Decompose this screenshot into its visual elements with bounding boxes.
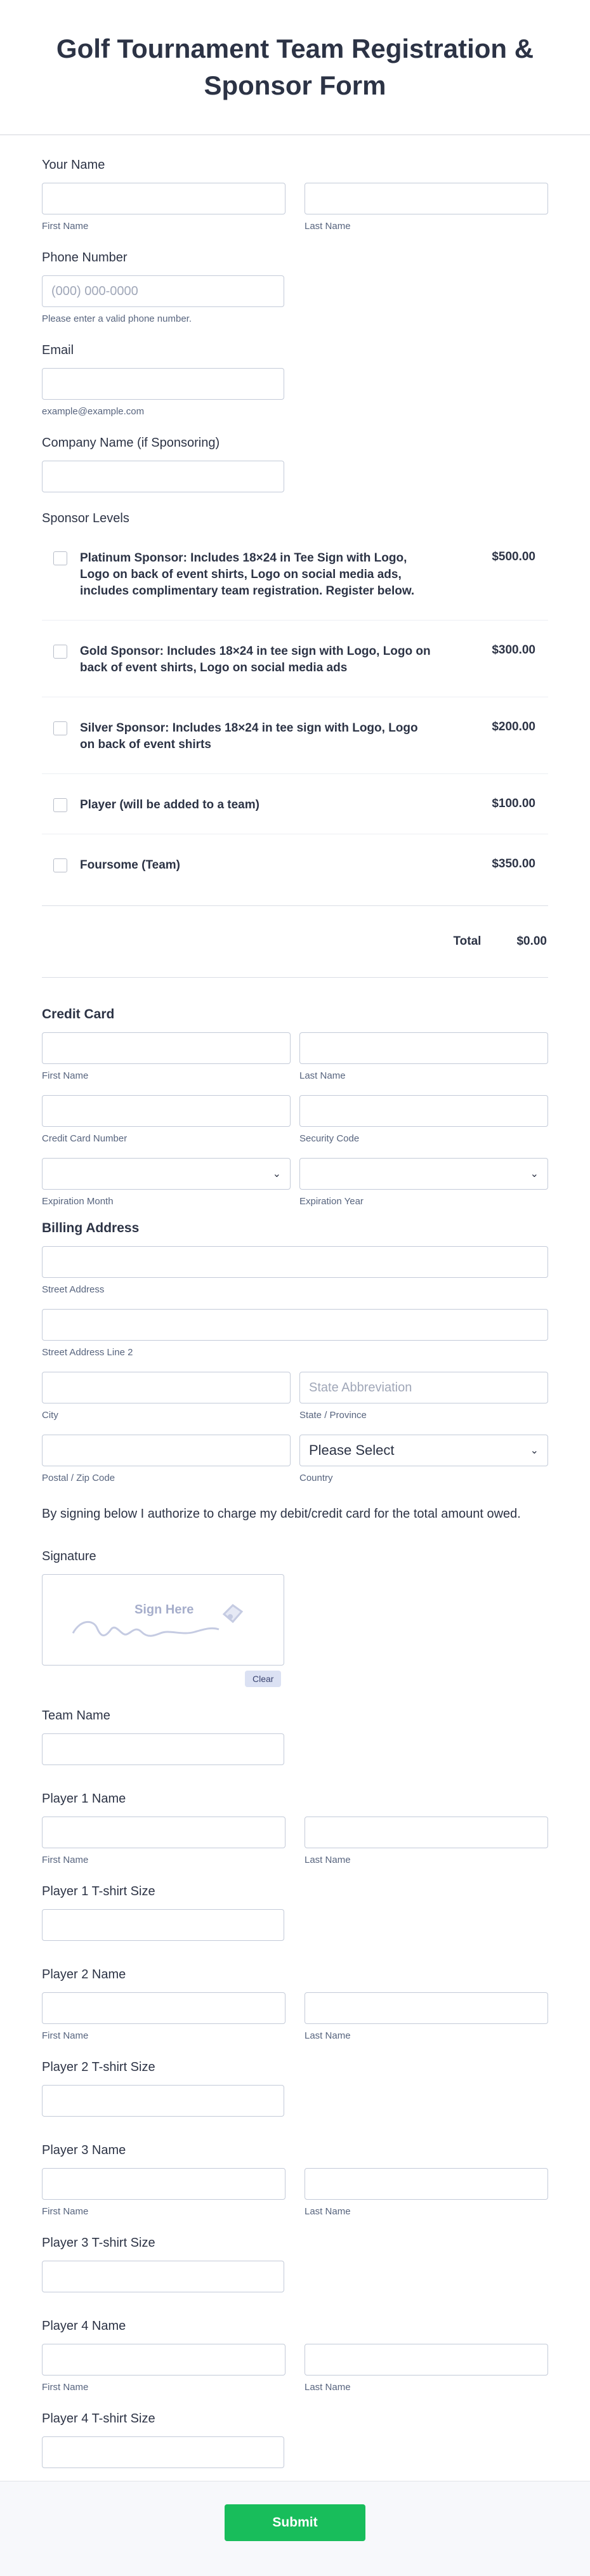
street-address-input[interactable]	[42, 1246, 548, 1278]
player-first-name-sublabel: First Name	[42, 2382, 89, 2393]
email-sublabel: example@example.com	[42, 406, 145, 417]
team-name-field	[42, 1709, 548, 1765]
sponsor-levels-field	[42, 511, 548, 978]
street-address-2-sublabel: Street Address Line 2	[42, 1347, 133, 1358]
sponsor-item-price: $500.00	[492, 550, 535, 563]
checkbox[interactable]	[53, 721, 67, 735]
city-input[interactable]	[42, 1372, 291, 1403]
player-shirt-label: Player 3 T-shirt Size	[42, 2236, 155, 2250]
total-value: $0.00	[516, 935, 547, 948]
team-name-input[interactable]	[42, 1733, 284, 1765]
player-4-name-field	[42, 2319, 548, 2393]
player-shirt-label: Player 4 T-shirt Size	[42, 2412, 155, 2426]
email-label: Email	[42, 343, 74, 357]
player-3-shirt-field	[42, 2236, 548, 2292]
player-last-name-sublabel: Last Name	[305, 2206, 351, 2217]
player-last-name-sublabel: Last Name	[305, 2382, 351, 2393]
street-address-2-input[interactable]	[42, 1309, 548, 1341]
form-title: Golf Tournament Team Registration & Sponsor Form	[56, 34, 534, 100]
checkbox[interactable]	[53, 645, 67, 659]
submit-button[interactable]: Submit	[225, 2504, 365, 2541]
signature-field	[42, 1549, 548, 1687]
checkbox[interactable]	[53, 551, 67, 565]
expiration-year-select[interactable]	[299, 1158, 548, 1190]
country-sublabel: Country	[299, 1473, 333, 1483]
sponsor-item-label: Silver Sponsor: Includes 18×24 in tee sign with Logo, Logo on back of event shirts	[80, 721, 418, 751]
sponsor-item-label: Platinum Sponsor: Includes 18×24 in Tee Sign with Logo, Logo on back of event shirts, Logo on social media ads, includes complimentary team registration. Register below.	[80, 551, 415, 598]
sponsor-item-platinum[interactable]	[42, 529, 548, 621]
chevron-down-icon: ⌄	[530, 1445, 539, 1456]
checkbox[interactable]	[53, 858, 67, 872]
player-1-shirt-field	[42, 1884, 548, 1941]
sponsor-item-player[interactable]	[42, 774, 548, 834]
sponsor-item-price: $200.00	[492, 720, 535, 733]
player-first-name-input[interactable]	[42, 2168, 285, 2200]
player-2-name-field	[42, 1968, 548, 2041]
player-last-name-input[interactable]	[305, 1817, 548, 1848]
phone-input[interactable]	[42, 275, 284, 307]
player-3-name-field	[42, 2143, 548, 2217]
form-footer	[0, 2481, 590, 2576]
player-last-name-input[interactable]	[305, 2344, 548, 2376]
player-name-label: Player 3 Name	[42, 2143, 126, 2157]
company-label: Company Name (if Sponsoring)	[42, 436, 220, 450]
total-label: Total	[453, 935, 482, 948]
city-sublabel: City	[42, 1410, 58, 1421]
cc-first-name-input[interactable]	[42, 1032, 291, 1064]
first-name-input[interactable]	[42, 183, 285, 214]
player-last-name-input[interactable]	[305, 1992, 548, 2024]
player-name-label: Player 1 Name	[42, 1792, 126, 1806]
player-first-name-sublabel: First Name	[42, 1855, 89, 1865]
player-name-label: Player 2 Name	[42, 1968, 126, 1981]
total-row	[42, 905, 548, 978]
form-header	[0, 0, 590, 135]
state-input[interactable]	[299, 1372, 548, 1403]
your-name-field	[42, 158, 548, 232]
player-first-name-input[interactable]	[42, 2344, 285, 2376]
country-select[interactable]	[299, 1435, 548, 1466]
sponsor-item-silver[interactable]	[42, 697, 548, 774]
cc-last-name-sublabel: Last Name	[299, 1070, 346, 1081]
card-number-sublabel: Credit Card Number	[42, 1133, 128, 1144]
company-field	[42, 436, 548, 492]
player-1-name-field	[42, 1792, 548, 1865]
zip-input[interactable]	[42, 1435, 291, 1466]
player-shirt-input[interactable]	[42, 2436, 284, 2468]
player-first-name-sublabel: First Name	[42, 2206, 89, 2217]
player-4-shirt-field	[42, 2412, 548, 2468]
last-name-sublabel: Last Name	[305, 221, 351, 232]
expiration-month-sublabel: Expiration Month	[42, 1196, 114, 1207]
sponsor-item-gold[interactable]	[42, 621, 548, 697]
first-name-sublabel: First Name	[42, 221, 89, 232]
security-code-input[interactable]	[299, 1095, 548, 1127]
player-first-name-input[interactable]	[42, 1992, 285, 2024]
signature-clear-button[interactable]: Clear	[245, 1671, 281, 1687]
expiration-year-sublabel: Expiration Year	[299, 1196, 364, 1207]
player-shirt-label: Player 1 T-shirt Size	[42, 1884, 155, 1898]
expiration-month-select[interactable]	[42, 1158, 291, 1190]
sponsor-levels-label: Sponsor Levels	[42, 511, 129, 525]
last-name-input[interactable]	[305, 183, 548, 214]
state-sublabel: State / Province	[299, 1410, 367, 1421]
cc-last-name-input[interactable]	[299, 1032, 548, 1064]
email-input[interactable]	[42, 368, 284, 400]
signature-label: Signature	[42, 1549, 96, 1563]
chevron-down-icon: ⌄	[272, 1169, 281, 1180]
player-2-shirt-field	[42, 2060, 548, 2117]
authorization-text: By signing below I authorize to charge my debit/credit card for the total amount owed.	[42, 1507, 521, 1521]
signature-placeholder: Sign Here	[134, 1603, 194, 1617]
team-name-label: Team Name	[42, 1709, 110, 1723]
chevron-down-icon: ⌄	[530, 1169, 539, 1180]
phone-label: Phone Number	[42, 251, 128, 265]
form-content	[0, 135, 590, 2468]
security-code-sublabel: Security Code	[299, 1133, 360, 1144]
sponsor-item-foursome[interactable]	[42, 834, 548, 894]
country-value: Please Select	[309, 1442, 395, 1458]
signature-scribble-icon	[43, 1575, 285, 1666]
phone-field	[42, 251, 548, 324]
zip-sublabel: Postal / Zip Code	[42, 1473, 115, 1483]
sponsor-list	[42, 529, 548, 894]
cc-first-name-sublabel: First Name	[42, 1070, 89, 1081]
company-input[interactable]	[42, 461, 284, 492]
player-last-name-input[interactable]	[305, 2168, 548, 2200]
player-shirt-label: Player 2 T-shirt Size	[42, 2060, 155, 2074]
street-address-sublabel: Street Address	[42, 1284, 105, 1295]
player-first-name-sublabel: First Name	[42, 2030, 89, 2041]
billing-address-title: Billing Address	[42, 1221, 140, 1235]
player-shirt-input[interactable]	[42, 1909, 284, 1941]
sponsor-item-price: $100.00	[492, 797, 535, 810]
credit-card-title: Credit Card	[42, 1007, 115, 1022]
sponsor-item-label: Foursome (Team)	[80, 858, 181, 872]
checkbox[interactable]	[53, 798, 67, 812]
payment-section	[42, 978, 548, 1483]
player-shirt-input[interactable]	[42, 2085, 284, 2117]
sponsor-item-label: Player (will be added to a team)	[80, 798, 259, 812]
player-name-label: Player 4 Name	[42, 2319, 126, 2333]
email-field	[42, 343, 548, 417]
card-number-input[interactable]	[42, 1095, 291, 1127]
sponsor-item-label: Gold Sponsor: Includes 18×24 in tee sign with Logo, Logo on back of event shirts, Logo on social media ads	[80, 645, 431, 674]
player-last-name-sublabel: Last Name	[305, 2030, 351, 2041]
player-shirt-input[interactable]	[42, 2261, 284, 2292]
your-name-label: Your Name	[42, 158, 105, 172]
phone-sublabel: Please enter a valid phone number.	[42, 313, 192, 324]
sponsor-item-price: $300.00	[492, 643, 535, 657]
player-first-name-input[interactable]	[42, 1817, 285, 1848]
signature-pad[interactable]	[42, 1574, 284, 1666]
player-last-name-sublabel: Last Name	[305, 1855, 351, 1865]
sponsor-item-price: $350.00	[492, 857, 535, 871]
